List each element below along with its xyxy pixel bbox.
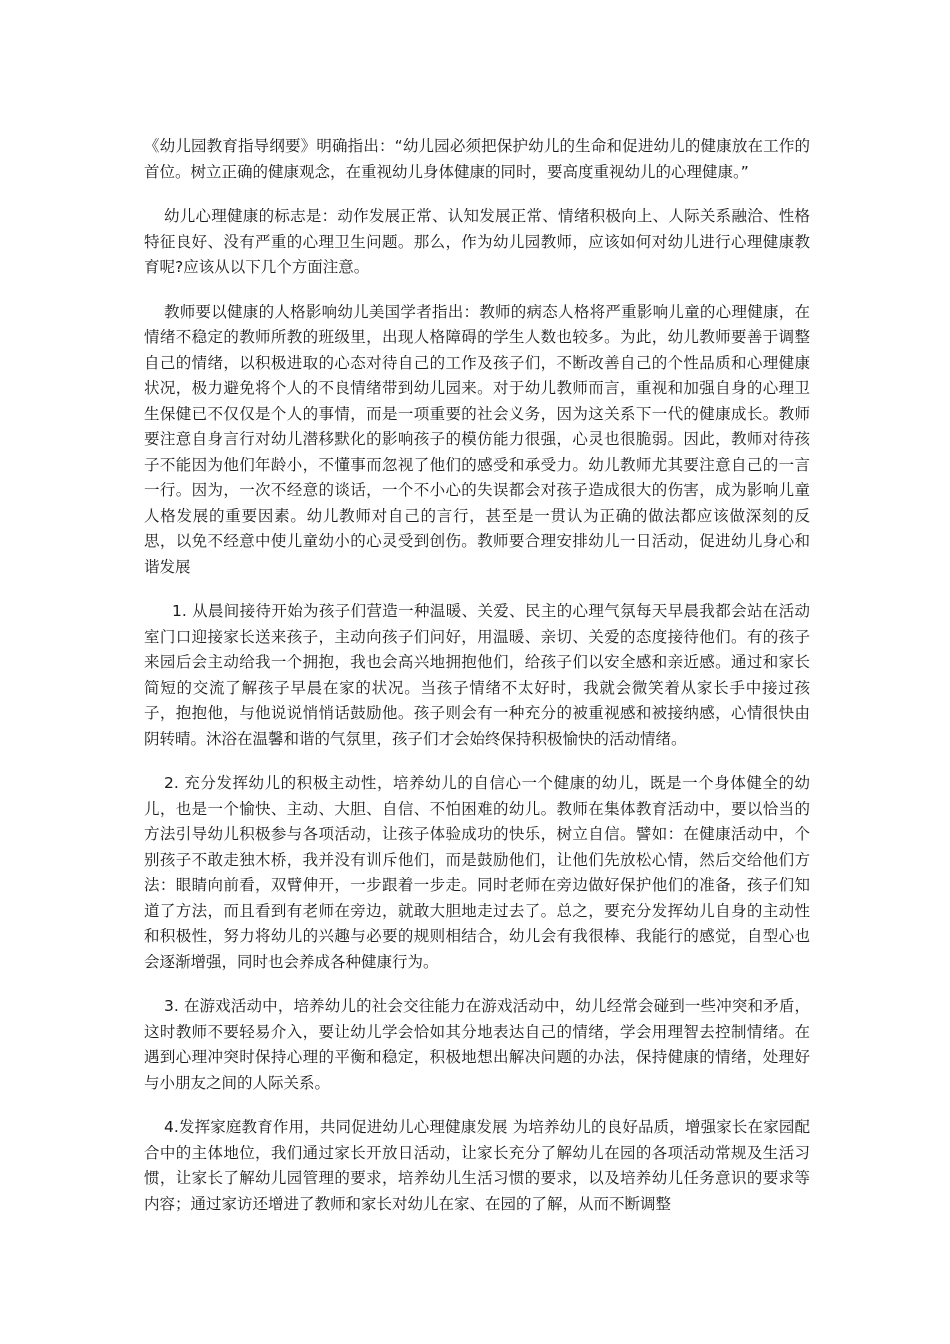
document-body [144, 134, 810, 1217]
paragraph-intro-quote: 《幼儿园教育指导纲要》明确指出：“幼儿园必须把保护幼儿的生命和促进幼儿的健康放在工作的首位。树立正确的健康观念，在重视幼儿身体健康的同时，要高度重视幼儿的心理健康。” [144, 137, 810, 181]
paragraph-item-1: 1. 从晨间接待开始为孩子们营造一种温暖、关爱、民主的心理气氛每天早晨我都会站在活动室门口迎接家长送来孩子，主动向孩子们问好，用温暖、亲切、关爱的态度接待他们。有的孩子来园后会主动给我一个拥抱，我也会高兴地拥抱他们，给孩子们以安全感和亲近感。通过和家长简短的交流了解孩子早晨在家的状况。当孩子情绪不太好时，我就会微笑着从家长手中接过孩子，抱抱他，与他说说悄悄话鼓励他。孩子则会有一种充分的被重视感和被接纳感，心情很快由阴转晴。沐浴在温馨和谐的气氛里，孩子们才会始终保持积极愉快的活动情绪。 [144, 602, 810, 748]
paragraph-health-signs: 幼儿心理健康的标志是：动作发展正常、认知发展正常、情绪积极向上、人际关系融洽、性格特征良好、没有严重的心理卫生问题。那么，作为幼儿园教师，应该如何对幼儿进行心理健康教育呢?应该从以下几个方面注意。 [144, 207, 810, 276]
paragraph-item-2: 2. 充分发挥幼儿的积极主动性，培养幼儿的自信心一个健康的幼儿，既是一个身体健全的幼儿，也是一个愉快、主动、大胆、自信、不怕困难的幼儿。教师在集体教育活动中，要以恰当的方法引导幼儿积极参与各项活动，让孩子体验成功的快乐，树立自信。譬如：在健康活动中，个别孩子不敢走独木桥，我并没有训斥他们，而是鼓励他们，让他们先放松心情，然后交给他们方法：眼睛向前看，双臂伸开，一步跟着一步走。同时老师在旁边做好保护他们的准备，孩子们知道了方法，而且看到有老师在旁边，就敢大胆地走过去了。总之，要充分发挥幼儿自身的主动性和积极性，努力将幼儿的兴趣与必要的规则相结合，幼儿会有我很棒、我能行的感觉，自型心也会逐渐增强，同时也会养成各种健康行为。 [144, 774, 810, 971]
paragraph-item-4: 4.发挥家庭教育作用，共同促进幼儿心理健康发展 为培养幼儿的良好品质，增强家长在家园配合中的主体地位，我们通过家长开放日活动，让家长充分了解幼儿在园的各项活动常规及生活习惯，让家长了解幼儿园管理的要求，培养幼儿生活习惯的要求，以及培养幼儿任务意识的要求等内容；通过家访还增进了教师和家长对幼儿在家、在园的了解，从而不断调整 [144, 1118, 810, 1213]
paragraph-item-3: 3. 在游戏活动中，培养幼儿的社会交往能力在游戏活动中，幼儿经常会碰到一些冲突和矛盾，这时教师不要轻易介入，要让幼儿学会恰如其分地表达自己的情绪，学会用理智去控制情绪。在遇到心理冲突时保持心理的平衡和稳定，积极地想出解决问题的办法，保持健康的情绪，处理好与小朋友之间的人际关系。 [144, 997, 810, 1092]
paragraph-teacher-personality: 教师要以健康的人格影响幼儿美国学者指出：教师的病态人格将严重影响儿童的心理健康，在情绪不稳定的教师所教的班级里，出现人格障碍的学生人数也较多。为此，幼儿教师要善于调整自己的情绪，以积极进取的心态对待自己的工作及孩子们，不断改善自己的个性品质和心理健康状况，极力避免将个人的不良情绪带到幼儿园来。对于幼儿教师而言，重视和加强自身的心理卫生保健已不仅仅是个人的事情，而是一项重要的社会义务，因为这关系下一代的健康成长。教师要注意自身言行对幼儿潜移默化的影响孩子的模仿能力很强，心灵也很脆弱。因此，教师对待孩子不能因为他们年龄小，不懂事而忽视了他们的感受和承受力。幼儿教师尤其要注意自己的一言一行。因为，一次不经意的谈话，一个不小心的失误都会对孩子造成很大的伤害，成为影响儿童人格发展的重要因素。幼儿教师对自己的言行，甚至是一贯认为正确的做法都应该做深刻的反思，以免不经意中使儿童幼小的心灵受到创伤。教师要合理安排幼儿一日活动，促进幼儿身心和谐发展 [144, 302, 810, 576]
